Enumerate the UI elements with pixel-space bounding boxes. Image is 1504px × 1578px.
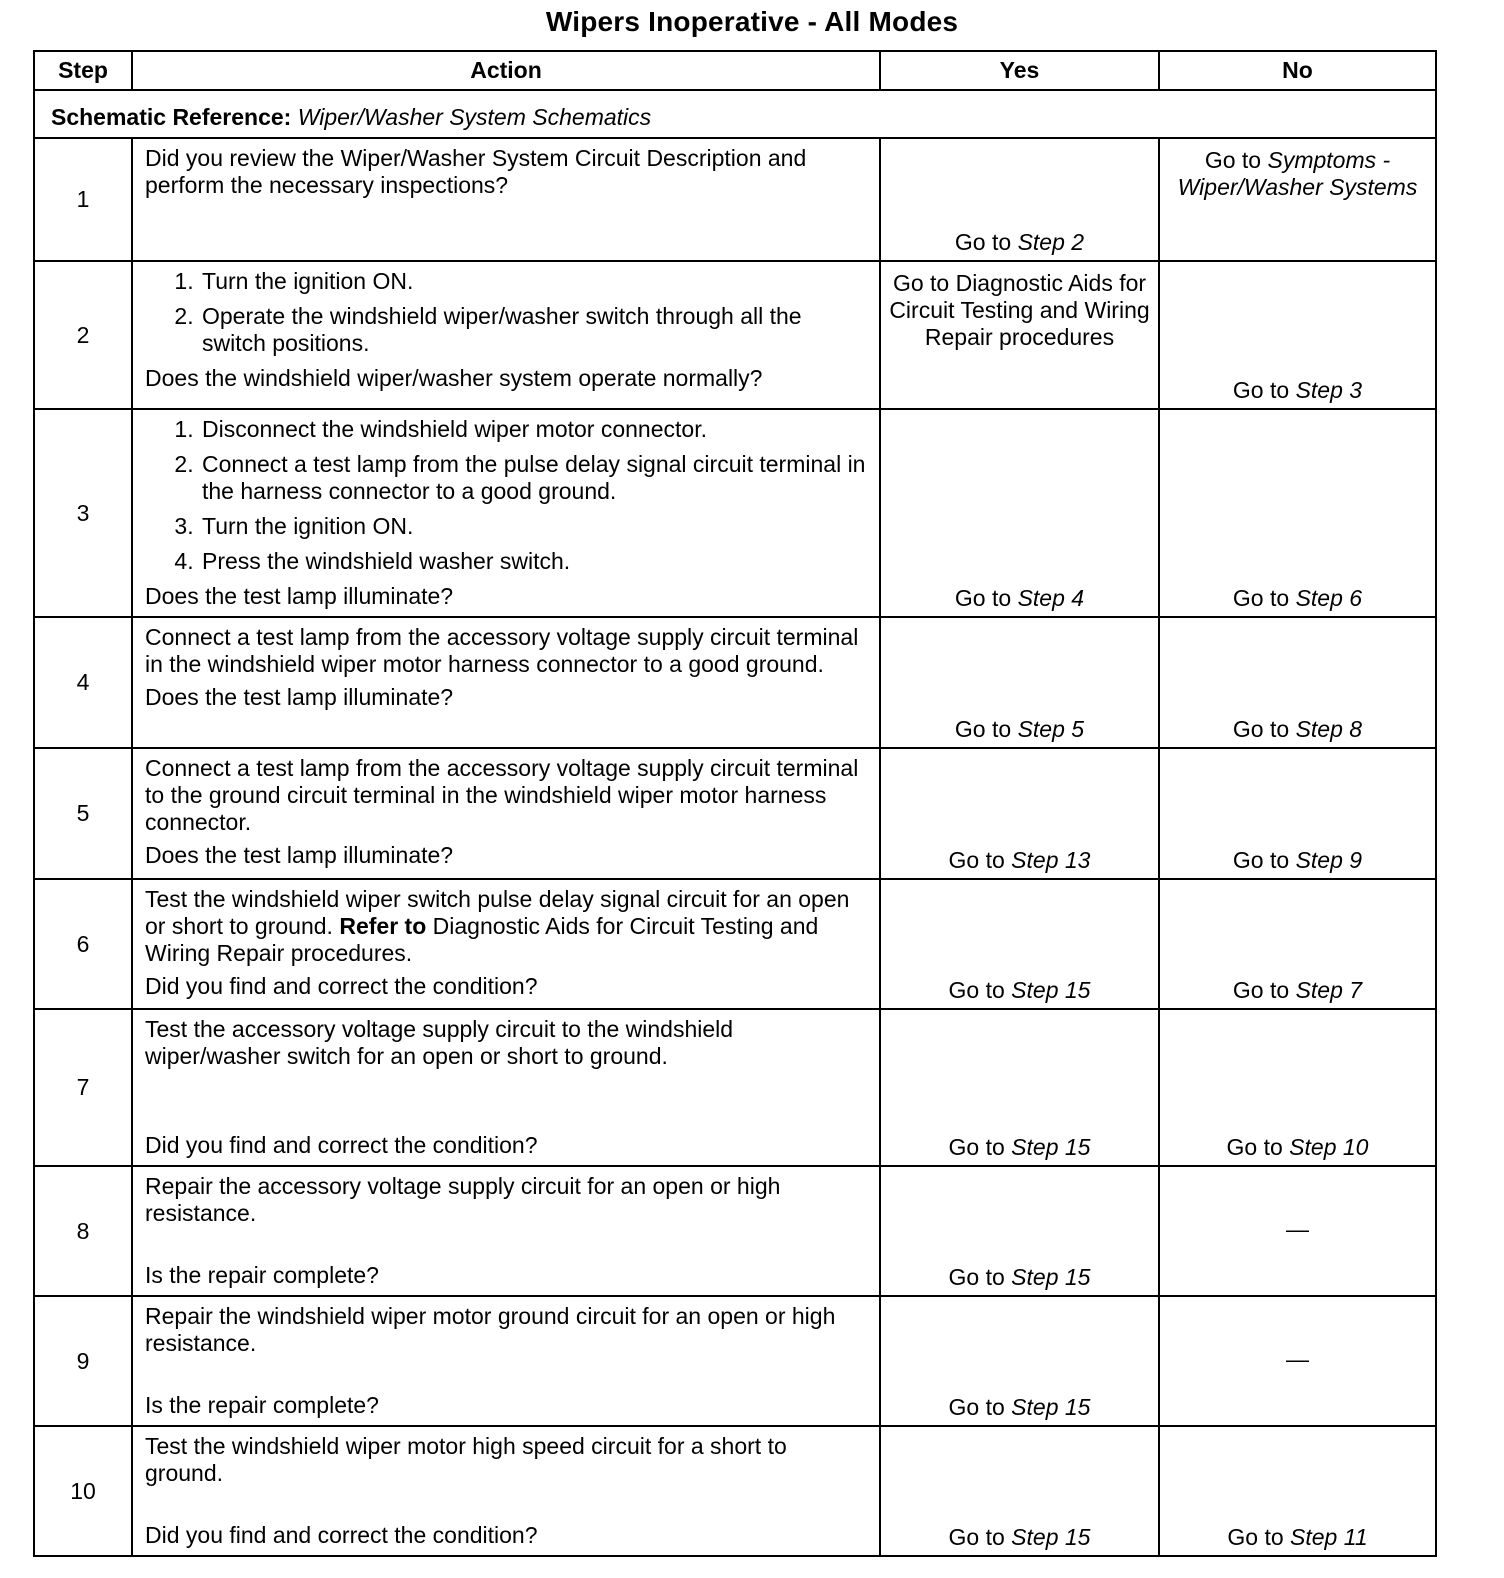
table-row: [34, 617, 1436, 748]
no-cell: [1159, 617, 1436, 748]
header-step: Step: [34, 51, 132, 90]
header-action: Action: [132, 51, 880, 90]
step-number: 2: [34, 261, 132, 409]
goto-prefix: Go to: [948, 847, 1005, 873]
action-cell: [132, 1296, 880, 1426]
goto-prefix: Go to: [954, 716, 1012, 742]
action-text: Did you review the Wiper/Washer System Circuit Description and perform the necessary inspections?: [145, 145, 807, 198]
action-question: Does the test lamp illuminate?: [145, 583, 454, 609]
action-text: Repair the windshield wiper motor ground circuit for an open or high resistance.: [145, 1303, 836, 1356]
header-row: [34, 51, 1436, 90]
diagnostic-table: [33, 50, 1437, 1557]
yes-cell: [880, 1009, 1159, 1166]
header-yes: Yes: [880, 51, 1159, 90]
table-row: [34, 1426, 1436, 1556]
header-no: No: [1159, 51, 1436, 90]
goto-prefix: Go to: [1226, 1134, 1283, 1160]
action-question: Is the repair complete?: [145, 1262, 379, 1288]
dash: —: [1286, 1215, 1309, 1242]
list-item: 4. Press the windshield washer switch.: [200, 548, 869, 575]
table-row: [34, 879, 1436, 1009]
action-text: Test the accessory voltage supply circuit to the windshield wiper/washer switch for an open or short to ground.: [145, 1016, 734, 1069]
no-cell: [1159, 409, 1436, 617]
action-question: Did you find and correct the condition?: [145, 1522, 538, 1548]
step-number: 6: [34, 879, 132, 1009]
yes-cell: [880, 261, 1159, 409]
action-question: Does the windshield wiper/washer system operate normally?: [145, 365, 763, 391]
goto-prefix: Go to: [1232, 847, 1290, 873]
table-row: [34, 1166, 1436, 1296]
goto-prefix: Go to: [948, 1394, 1005, 1420]
no-link[interactable]: Step 7: [1295, 977, 1363, 1003]
action-question: Does the test lamp illuminate?: [145, 684, 454, 710]
no-link[interactable]: Step 9: [1295, 847, 1363, 873]
yes-link[interactable]: Step 4: [1017, 585, 1085, 611]
yes-link[interactable]: Go to Diagnostic Aids for Circuit Testing and Wiring Repair procedures: [889, 270, 1150, 350]
table-row: [34, 1009, 1436, 1166]
step-number: 3: [34, 409, 132, 617]
action-question: Is the repair complete?: [145, 1392, 379, 1418]
action-list: [145, 268, 869, 357]
action-cell: [132, 617, 880, 748]
list-item: 2. Connect a test lamp from the pulse delay signal circuit terminal in the harness connector to a good ground.: [200, 451, 869, 505]
schematic-reference: [34, 90, 1436, 138]
no-cell: [1159, 138, 1436, 261]
table-row: [34, 261, 1436, 409]
goto-prefix: Go to: [954, 229, 1012, 255]
no-link[interactable]: Step 11: [1290, 1524, 1368, 1550]
action-cell: [132, 879, 880, 1009]
yes-link[interactable]: Step 13: [1011, 847, 1091, 873]
no-cell: [1159, 1296, 1436, 1426]
goto-prefix: Go to: [1232, 977, 1290, 1003]
no-link[interactable]: Symptoms - Wiper/Washer Systems: [1177, 147, 1418, 200]
table-row: [34, 1296, 1436, 1426]
goto-prefix: Go to: [948, 977, 1005, 1003]
refer-to-label: Refer to: [339, 913, 427, 939]
action-text-part: Test the windshield wiper switch pulse delay signal circuit for an open or short to ground.: [145, 886, 850, 939]
no-cell: [1159, 1426, 1436, 1556]
goto-prefix: Go to: [948, 1134, 1005, 1160]
yes-cell: [880, 1296, 1159, 1426]
yes-cell: [880, 748, 1159, 879]
action-question: Did you find and correct the condition?: [145, 1132, 538, 1158]
goto-prefix: Go to: [1227, 1524, 1284, 1550]
action-text: Connect a test lamp from the accessory voltage supply circuit terminal to the ground circuit terminal in the windshield wiper motor harness connector.: [145, 755, 859, 835]
action-text: Connect a test lamp from the accessory voltage supply circuit terminal in the windshield wiper motor harness connector to a good ground.: [145, 624, 859, 677]
action-question: Did you find and correct the condition?: [145, 973, 538, 999]
action-question: Does the test lamp illuminate?: [145, 842, 454, 868]
action-list: [145, 416, 869, 575]
action-cell: [132, 1426, 880, 1556]
action-text: Repair the accessory voltage supply circuit for an open or high resistance.: [145, 1173, 781, 1226]
yes-link[interactable]: Step 2: [1017, 229, 1085, 255]
step-number: 10: [34, 1426, 132, 1556]
goto-prefix: Go to: [948, 1264, 1005, 1290]
schematic-reference-label: Schematic Reference:: [51, 103, 292, 130]
table-row: [34, 138, 1436, 261]
yes-cell: [880, 409, 1159, 617]
no-link[interactable]: Step 10: [1289, 1134, 1369, 1160]
goto-prefix: Go to: [1232, 716, 1290, 742]
yes-link[interactable]: Step 15: [1011, 977, 1091, 1003]
list-item: 2. Operate the windshield wiper/washer switch through all the switch positions.: [200, 303, 869, 357]
yes-cell: [880, 1166, 1159, 1296]
yes-link[interactable]: Step 15: [1011, 1524, 1091, 1550]
no-link[interactable]: Step 8: [1295, 716, 1363, 742]
yes-cell: [880, 138, 1159, 261]
no-cell: [1159, 261, 1436, 409]
no-cell: [1159, 1166, 1436, 1296]
yes-link[interactable]: Step 15: [1011, 1264, 1091, 1290]
action-cell: [132, 409, 880, 617]
action-cell: [132, 1009, 880, 1166]
yes-cell: [880, 617, 1159, 748]
goto-prefix: Go to: [1232, 585, 1290, 611]
no-link[interactable]: Step 3: [1295, 377, 1363, 403]
step-number: 1: [34, 138, 132, 261]
dash: —: [1286, 1345, 1309, 1372]
goto-prefix: Go to: [1204, 147, 1262, 173]
goto-prefix: Go to: [1232, 377, 1290, 403]
no-cell: [1159, 879, 1436, 1009]
step-number: 9: [34, 1296, 132, 1426]
table-row: [34, 409, 1436, 617]
yes-cell: [880, 879, 1159, 1009]
step-number: 7: [34, 1009, 132, 1166]
diagnostic-aids-link[interactable]: Diagnostic Aids for Circuit Testing and Wiring Repair procedures.: [145, 913, 819, 966]
list-item: 1. Turn the ignition ON.: [200, 268, 869, 295]
no-cell: [1159, 748, 1436, 879]
yes-link[interactable]: Step 15: [1011, 1134, 1091, 1160]
table-row: [34, 748, 1436, 879]
list-item: 1. Disconnect the windshield wiper motor connector.: [200, 416, 869, 443]
step-number: 4: [34, 617, 132, 748]
action-cell: [132, 1166, 880, 1296]
step-number: 8: [34, 1166, 132, 1296]
yes-cell: [880, 1426, 1159, 1556]
action-text: Test the windshield wiper motor high speed circuit for a short to ground.: [145, 1433, 787, 1486]
schematic-reference-row: [34, 90, 1436, 138]
page-title: Wipers Inoperative - All Modes: [545, 6, 959, 37]
no-link[interactable]: Step 6: [1295, 585, 1363, 611]
action-cell: [132, 138, 880, 261]
yes-link[interactable]: Step 15: [1011, 1394, 1091, 1420]
action-text: [145, 886, 869, 967]
action-cell: [132, 261, 880, 409]
action-cell: [132, 748, 880, 879]
list-item: 3. Turn the ignition ON.: [200, 513, 869, 540]
goto-prefix: Go to: [948, 1524, 1005, 1550]
goto-prefix: Go to: [954, 585, 1012, 611]
step-number: 5: [34, 748, 132, 879]
schematic-reference-link[interactable]: Wiper/Washer System Schematics: [297, 103, 652, 130]
yes-link[interactable]: Step 5: [1017, 716, 1085, 742]
no-cell: [1159, 1009, 1436, 1166]
